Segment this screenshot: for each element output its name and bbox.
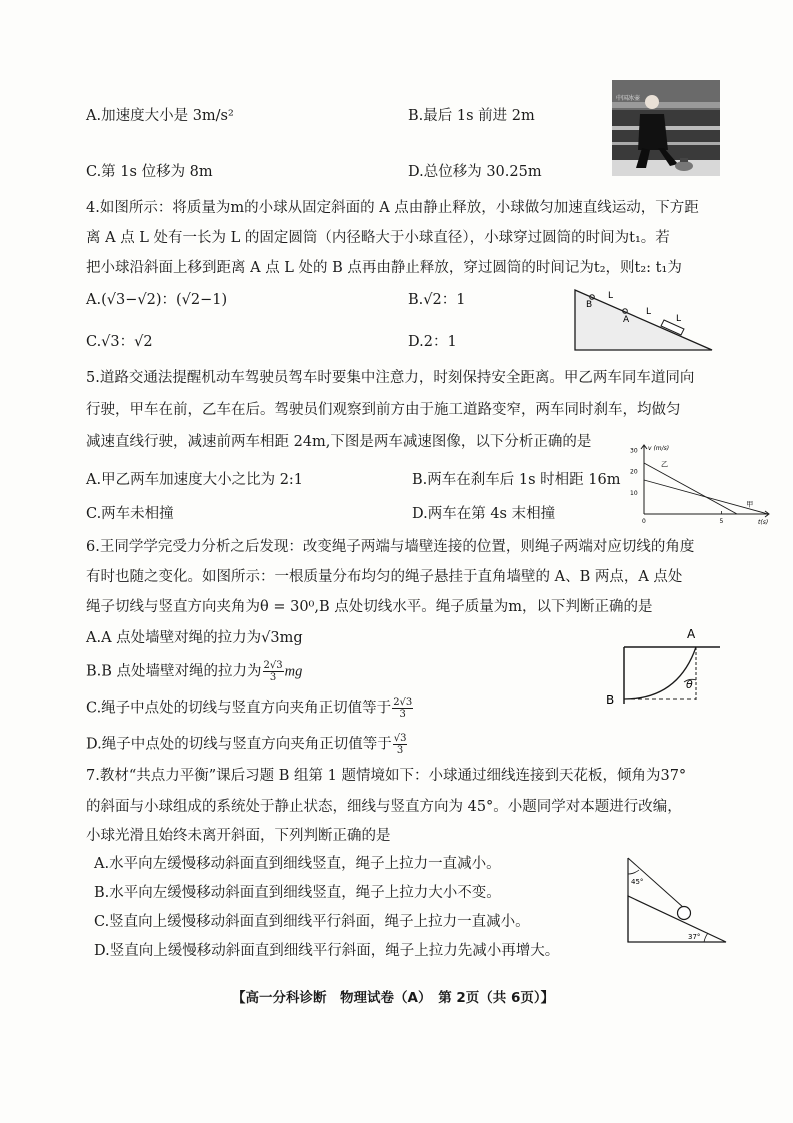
q6-option-c-text: C.绳子中点处的切线与竖直方向夹角正切值等于 (86, 700, 392, 717)
q6-option-b (86, 660, 302, 683)
q6-option-c (86, 697, 414, 720)
q6-option-c-denominator: 3 (399, 709, 406, 720)
fig4-label-l3: L (676, 314, 682, 324)
q5-stem-line-1: 5.道路交通法提醒机动车驾驶员驾车时要集中注意力，时刻保持安全距离。甲乙两车同车道同向 (86, 370, 695, 386)
q7-option-b: B.水平向左缓慢移动斜面直到细线竖直，绳子上拉力大小不变。 (94, 885, 501, 901)
q4-option-a: A.(√3−√2)：(√2−1) (86, 292, 228, 308)
q6-option-c-numerator: 2√3 (393, 697, 413, 708)
vt-chart (628, 440, 778, 528)
chart-x-label: t(s) (758, 519, 769, 526)
q6-stem-line-3: 绳子切线与竖直方向夹角为θ = 30⁰,B 点处切线水平。绳子质量为m，以下判断正确的是 (86, 599, 653, 615)
q6-option-d-denominator: 3 (396, 745, 404, 756)
q6-option-b-fraction (263, 660, 284, 683)
curling-photo (612, 80, 720, 176)
fig4-label-l1: L (608, 291, 614, 301)
rope-wall-figure (600, 624, 720, 720)
fig7-angle-45: 45° (631, 878, 644, 886)
q6-option-b-numerator: 2√3 (263, 660, 283, 671)
q4-option-c: C.√3：√2 (86, 334, 153, 350)
q4-stem-line-1: 4.如图所示：将质量为m的小球从固定斜面的 A 点由静止释放，小球做匀加速直线运动，下方距 (86, 200, 699, 216)
q3-option-a: A.加速度大小是 3m/s² (86, 108, 234, 124)
fig7-angle-37: 37° (688, 933, 701, 941)
q7-stem-line-1: 7.教材“共点力平衡”课后习题 B 组第 1 题情境如下：小球通过细线连接到天花板，倾角为37° (86, 768, 687, 784)
chart-series-line-jia (644, 480, 768, 514)
fig4-label-b: B (586, 300, 593, 310)
chart-ytick-label: 20 (630, 468, 638, 476)
q7-stem-line-3: 小球光滑且始终未离开斜面，下列判断正确的是 (86, 828, 391, 844)
page-footer: 【高一分科诊断 物理试卷（A） 第 2页（共 6页）】 (232, 990, 555, 1006)
incline-ball-figure (622, 852, 732, 944)
q5-option-b: B.两车在刹车后 1s 时相距 16m (412, 472, 621, 488)
q6-stem-line-1: 6.王同学学完受力分析之后发现：改变绳子两端与墙壁连接的位置，则绳子两端对应切线的角度 (86, 539, 695, 555)
q6-option-b-text: B.B 点处墙壁对绳的拉力为 (86, 663, 262, 680)
chart-xtick-label: 0 (642, 518, 646, 525)
fig6-label-a: A (687, 627, 696, 641)
photo-sign-text: 中国冰壶 (616, 95, 641, 102)
q6-option-a: A.A 点处墙壁对绳的拉力为√3mg (86, 630, 303, 646)
q4-stem-line-3: 把小球沿斜面上移到距离 A 点 L 处的 B 点再由静止释放，穿过圆筒的时间记为t₂，则t₂: t₁为 (86, 260, 682, 276)
q4-option-b: B.√2：1 (408, 292, 466, 308)
chart-xtick-label: 5 (719, 518, 724, 525)
q7-option-a: A.水平向左缓慢移动斜面直到细线竖直，绳子上拉力一直减小。 (94, 856, 501, 872)
chart-ytick-label: 10 (630, 489, 638, 497)
q6-option-d (86, 733, 408, 756)
fig6-label-theta: θ (686, 678, 693, 691)
q6-option-c-fraction (392, 697, 413, 720)
fig4-label-l2: L (646, 307, 652, 317)
q7-stem-line-2: 的斜面与小球组成的系统处于静止状态，细线与竖直方向为 45°。小题同学对本题进行改编， (86, 799, 682, 815)
incline-tube-figure (572, 284, 722, 354)
q5-option-d: D.两车在第 4s 末相撞 (412, 506, 556, 522)
q4-stem-line-2: 离 A 点 L 处有一长为 L 的固定圆筒（内径略大于小球直径），小球穿过圆筒的时间为t₁。若 (86, 230, 670, 246)
q7-option-c: C.竖直向上缓慢移动斜面直到细线平行斜面，绳子上拉力一直减小。 (94, 914, 530, 930)
q6-stem-line-2: 有时也随之变化。如图所示：一根质量分布均匀的绳子悬挂于直角墙壁的 A、B 两点，A 点处 (86, 569, 683, 585)
chart-ytick-label: 30 (630, 447, 638, 455)
q6-option-b-denominator: 3 (269, 672, 277, 683)
fig4-label-a: A (623, 315, 630, 325)
q6-option-b-unit: mg (284, 663, 303, 680)
q3-option-d: D.总位移为 30.25m (408, 164, 542, 180)
q6-option-d-fraction (393, 733, 408, 756)
q6-option-d-text: D.绳子中点处的切线与竖直方向夹角正切值等于 (86, 736, 392, 753)
chart-series-label-jia: 甲 (746, 500, 754, 509)
q4-option-d: D.2：1 (408, 334, 457, 350)
q6-option-d-numerator: √3 (393, 733, 407, 744)
q5-option-a: A.甲乙两车加速度大小之比为 2:1 (86, 472, 304, 488)
q3-option-b: B.最后 1s 前进 2m (408, 108, 535, 124)
chart-y-label: v (m/s) (648, 445, 670, 452)
q7-option-d: D.竖直向上缓慢移动斜面直到细线平行斜面，绳子上拉力先减小再增大。 (94, 943, 560, 959)
fig6-label-b: B (606, 693, 615, 707)
q3-option-c: C.第 1s 位移为 8m (86, 164, 213, 180)
chart-series-line-yi (644, 460, 737, 514)
q5-stem-line-3: 减速直线行驶，减速前两车相距 24m,下图是两车减速图像，以下分析正确的是 (86, 434, 592, 450)
q5-option-c: C.两车未相撞 (86, 506, 174, 522)
chart-series-label-yi: 乙 (661, 460, 669, 469)
q5-stem-line-2: 行驶，甲车在前，乙车在后。驾驶员们观察到前方由于施工道路变窄，两车同时刹车，均做匀 (86, 402, 681, 418)
